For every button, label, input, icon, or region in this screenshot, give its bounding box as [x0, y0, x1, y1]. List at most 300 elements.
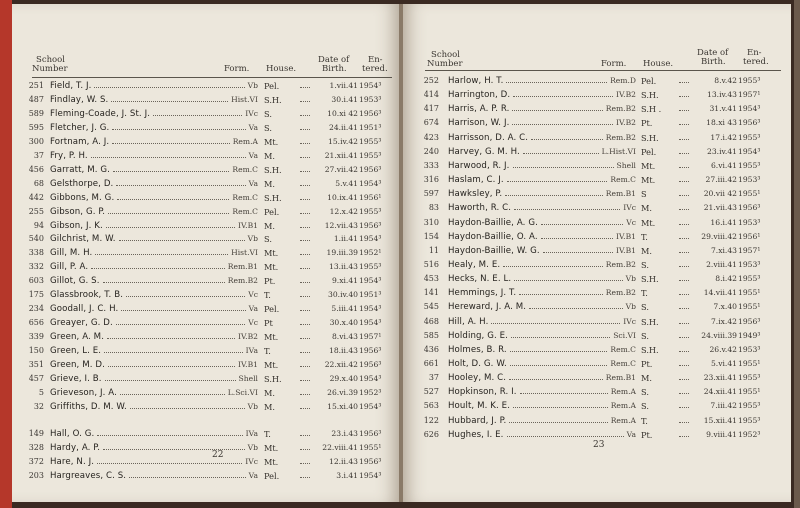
roll-entry-row	[403, 202, 791, 214]
roll-entry-row	[12, 178, 399, 190]
house-value: S.H.	[264, 373, 282, 384]
year-entered: 1956³	[738, 203, 761, 213]
year-entered: 1954³	[359, 470, 382, 480]
house-value: Pt.	[641, 118, 653, 129]
house-value: S.H.	[641, 132, 659, 143]
year-entered: 1951³	[359, 122, 382, 132]
pupil-name: Gibbons, M. G.	[50, 192, 115, 203]
form-value: Vc	[248, 290, 258, 300]
date-of-birth: 24.ii.41	[328, 122, 358, 132]
school-number: 141	[423, 288, 439, 298]
date-of-birth: 13.iv.43	[707, 90, 737, 100]
form-value: IVa	[245, 346, 258, 356]
roll-entry-row	[12, 359, 399, 371]
pupil-name: Hughes, I. E.	[448, 429, 504, 440]
form-value: Vb	[247, 234, 258, 244]
date-of-birth: 5.v.41	[335, 178, 358, 188]
house-value: S.	[641, 401, 649, 412]
pupil-name: Haydon-Baillie, A. G.	[448, 217, 538, 228]
date-of-birth: 13.ii.43	[328, 262, 358, 272]
house-value: Mt.	[641, 175, 656, 186]
year-entered: 1954³	[359, 304, 382, 314]
form-value: Va	[248, 178, 258, 188]
roll-entry-row	[12, 303, 399, 315]
form-value: IV.B1	[238, 220, 258, 230]
school-number: 149	[28, 428, 44, 438]
house-value: S.H.	[641, 344, 659, 355]
school-number: 251	[28, 81, 44, 90]
date-of-birth: 15.xii.41	[703, 415, 737, 425]
pupil-name: Fleming-Coade, J. St. J.	[50, 108, 151, 119]
year-entered: 1957¹	[738, 90, 761, 100]
form-value: Rem.B2	[605, 259, 636, 269]
form-value: Rem.B1	[605, 189, 636, 199]
pupil-name: Haydon-Baillie, O. A.	[448, 231, 538, 242]
date-of-birth: 24.viii.39	[701, 330, 737, 340]
header-date-of-birth-1: Date of	[697, 48, 729, 58]
pupil-name: Gibson, J. K.	[50, 220, 103, 231]
form-value: Vb	[625, 302, 636, 312]
house-value: M.	[264, 220, 275, 231]
date-of-birth: 23.iv.41	[707, 146, 737, 156]
house-value: T.	[641, 288, 648, 299]
date-of-birth: 12.ii.43	[328, 456, 358, 466]
pupil-name: Findlay, W. S.	[50, 94, 109, 105]
form-value: IV.B1	[616, 231, 636, 241]
header-school-number-2: Number	[427, 59, 463, 69]
form-value: Rem.A	[610, 387, 636, 397]
house-value: S.H.	[641, 274, 659, 285]
roll-entry-row	[403, 344, 791, 356]
red-book-spine	[0, 0, 12, 508]
form-value: Rem.C	[610, 359, 636, 368]
date-of-birth: 2.viii.41	[706, 259, 737, 269]
school-number: 175	[28, 290, 44, 300]
house-value: Mt.	[264, 442, 279, 453]
roll-entry-row	[403, 287, 791, 299]
book-edge	[794, 0, 800, 508]
roll-entry-row	[403, 316, 791, 328]
form-value: Rem.C	[232, 206, 258, 216]
roll-entry-row	[403, 103, 791, 115]
roll-entry-row	[403, 259, 791, 271]
date-of-birth: 9.xi.41	[331, 276, 358, 286]
pupil-name: Haworth, R. C.	[448, 203, 512, 214]
date-of-birth: 1.ii.41	[333, 234, 358, 244]
school-number: 11	[428, 245, 439, 255]
form-value: Sci.VI	[613, 330, 636, 340]
pupil-name: Holding, G. E.	[448, 330, 508, 341]
pupil-name: Hoult, M. K. E.	[448, 401, 511, 412]
date-of-birth: 27.iii.42	[705, 175, 737, 185]
pupil-name: Holt, D. G. W.	[448, 359, 507, 369]
house-value: Mt.	[264, 248, 279, 259]
house-value: M.	[264, 150, 275, 161]
date-of-birth: 5.vi.41	[710, 359, 737, 368]
house-value: M.	[641, 373, 652, 384]
pupil-name: Harvey, G. M. H.	[448, 146, 520, 157]
pupil-name: Green, L. E.	[50, 346, 102, 357]
school-number: 423	[423, 132, 439, 142]
year-entered: 1955¹	[738, 359, 761, 368]
year-entered: 1953³	[738, 217, 761, 227]
date-of-birth: 17.i.42	[710, 132, 737, 142]
pupil-name: Greayer, G. D.	[50, 318, 113, 329]
date-of-birth: 30.i.41	[331, 94, 358, 104]
form-value: IVc	[623, 203, 636, 213]
year-entered: 1955³	[359, 136, 382, 146]
year-entered: 1955¹	[738, 288, 761, 298]
house-value: T.	[264, 290, 271, 301]
house-value: S.	[264, 234, 272, 245]
roll-entry-row	[12, 275, 399, 287]
date-of-birth: 7.x.40	[713, 302, 737, 312]
year-entered: 1955³	[738, 373, 761, 383]
pupil-name: Healy, M. E.	[448, 259, 501, 270]
year-entered: 1956³	[359, 428, 382, 438]
year-entered: 1955³	[738, 274, 761, 284]
school-number: 626	[423, 429, 439, 439]
date-of-birth: 18.xi 43	[706, 118, 737, 128]
form-value: IVc	[245, 108, 258, 118]
date-of-birth: 10.xi 42	[327, 108, 358, 118]
year-entered: 1953³	[738, 175, 761, 185]
header-school-number-1: School	[431, 50, 461, 60]
form-value: IVc	[245, 456, 258, 466]
date-of-birth: 19.iii.39	[326, 248, 358, 258]
form-value: Rem.C	[610, 344, 636, 354]
date-of-birth: 8.v.42	[714, 76, 737, 85]
house-value: S.	[641, 259, 649, 270]
house-value: M.	[641, 245, 652, 256]
school-number: 527	[423, 387, 439, 397]
header-house: House.	[266, 64, 297, 74]
year-entered: 1956³	[359, 346, 382, 356]
roll-entry-row	[12, 331, 399, 343]
header-rule	[32, 77, 392, 78]
year-entered: 1956³	[738, 118, 761, 128]
form-value: L.Sci.VI	[227, 387, 258, 397]
date-of-birth: 26.v.42	[709, 344, 737, 354]
right-page	[403, 4, 791, 502]
school-number: 661	[423, 359, 439, 368]
header-date-of-birth-2: Birth.	[701, 57, 726, 67]
page-number: 23	[593, 440, 605, 450]
school-number: 203	[28, 470, 44, 480]
house-value: Pel.	[264, 470, 280, 481]
house-value: Mt.	[264, 360, 279, 370]
house-value: Pel.	[641, 76, 657, 86]
school-number: 32	[33, 401, 44, 411]
date-of-birth: 10.ix.41	[327, 192, 358, 202]
year-entered: 1949³	[738, 330, 761, 340]
house-value: S.H.	[641, 316, 659, 327]
year-entered: 1954³	[359, 234, 382, 244]
house-value: Mt.	[264, 136, 279, 147]
form-value: Va	[248, 122, 258, 132]
roll-entry-row	[12, 345, 399, 357]
header-school-number-1: School	[36, 55, 66, 65]
date-of-birth: 29.viii.42	[701, 231, 737, 241]
year-entered: 1955³	[738, 76, 761, 85]
roll-entry-row	[403, 400, 791, 412]
roll-entry-row	[403, 415, 791, 427]
header-rule	[425, 70, 781, 71]
pupil-name: Gillot, G. S.	[50, 276, 100, 287]
school-number: 333	[423, 160, 439, 170]
form-value: Rem.A	[610, 401, 636, 411]
pupil-name: Field, T. J.	[50, 81, 92, 91]
year-entered: 1955³	[738, 132, 761, 142]
house-value: S	[641, 189, 647, 200]
roll-entry-row	[12, 373, 399, 385]
header-school-number-2: Number	[32, 64, 68, 74]
school-number: 68	[33, 178, 44, 188]
house-value: S.H.	[264, 192, 282, 203]
header-date-of-birth-2: Birth.	[322, 64, 347, 74]
pupil-name: Harrisson, D. A. C.	[448, 132, 529, 143]
pupil-name: Green, A. M.	[50, 332, 105, 343]
house-value: Pt.	[641, 429, 653, 440]
pupil-name: Hopkinson, R. I.	[448, 387, 517, 398]
year-entered: 1955¹	[738, 302, 761, 312]
pupil-name: Harwood, R. J.	[448, 160, 510, 171]
form-value: Rem.C	[232, 164, 258, 174]
roll-entry-row	[403, 188, 791, 200]
school-number: 351	[28, 360, 44, 369]
roll-entry-row	[403, 217, 791, 229]
house-value: Pel.	[264, 304, 280, 315]
year-entered: 1952³	[738, 429, 761, 439]
year-entered: 1953³	[738, 344, 761, 354]
school-number: 339	[28, 332, 44, 342]
header-entered-2: tered.	[743, 57, 769, 67]
year-entered: 1955³	[738, 415, 761, 425]
form-value: Hist.VI	[231, 94, 258, 104]
date-of-birth: 21.xii.41	[324, 150, 358, 160]
left-page	[12, 4, 399, 502]
date-of-birth: 12.x.42	[329, 206, 358, 216]
pupil-name: Hereward, J. A. M.	[448, 302, 527, 313]
form-value: Rem.B2	[605, 132, 636, 142]
form-value: Va	[248, 150, 258, 160]
school-number: 5	[38, 387, 44, 397]
roll-entry-row	[403, 273, 791, 285]
date-of-birth: 24.xii.41	[703, 387, 737, 397]
pupil-name: Gelsthorpe, D.	[50, 178, 114, 189]
school-number: 255	[28, 206, 44, 216]
date-of-birth: 23.xii.41	[703, 373, 737, 383]
house-value: S.	[641, 302, 649, 313]
year-entered: 1954³	[359, 401, 382, 411]
form-value: Rem.A	[610, 415, 636, 425]
pupil-name: Fletcher, J. G.	[50, 122, 110, 133]
date-of-birth: 18.ii.43	[328, 346, 358, 356]
school-number: 545	[423, 302, 439, 312]
roll-entry-row	[403, 429, 791, 441]
school-number: 122	[423, 415, 439, 425]
pupil-name: Gill, M. H.	[50, 248, 93, 259]
house-value: S.	[641, 387, 649, 398]
year-entered: 1956³	[359, 360, 382, 369]
roll-entry-row	[12, 108, 399, 120]
roll-entry-row	[12, 136, 399, 148]
form-value: Vb	[247, 442, 258, 452]
school-number: 240	[423, 146, 439, 156]
form-value: Rem.B2	[605, 288, 636, 298]
pupil-name: Gibson, G. P.	[50, 206, 106, 217]
pupil-name: Gill, P. A.	[50, 262, 89, 273]
house-value: T.	[641, 231, 648, 242]
house-value: Mt.	[264, 332, 279, 343]
pupil-name: Hubbard, J. P.	[448, 415, 507, 426]
house-value: Pel.	[641, 146, 657, 157]
roll-entry-row	[403, 358, 791, 370]
pupil-name: Harlow, H. T.	[448, 76, 504, 86]
year-entered: 1956¹	[359, 192, 382, 202]
date-of-birth: 9.viii.41	[706, 429, 737, 439]
form-value: L.Hist.VI	[601, 146, 636, 156]
date-of-birth: 21.vii.43	[703, 203, 737, 213]
school-number: 154	[423, 231, 439, 241]
pupil-name: Hemmings, J. T.	[448, 288, 517, 299]
date-of-birth: 27.vii.42	[324, 164, 358, 174]
house-value: M.	[641, 203, 652, 214]
roll-entry-row	[12, 122, 399, 134]
form-value: Rem.C	[610, 175, 636, 185]
house-value: M.	[264, 387, 275, 398]
pupil-name: Hawksley, P.	[448, 189, 503, 200]
house-value: S.H.	[641, 90, 659, 101]
year-entered: 1955³	[738, 401, 761, 411]
pupil-name: Hecks, N. E. L.	[448, 274, 512, 285]
pupil-name: Haydon-Baillie, W. G.	[448, 245, 540, 256]
roll-entry-row	[403, 330, 791, 342]
roll-entry-row	[12, 387, 399, 399]
school-number: 468	[423, 316, 439, 326]
date-of-birth: 15.xi.40	[327, 401, 358, 411]
pupil-name: Harrison, W. J.	[448, 118, 510, 129]
year-entered: 1954³	[738, 104, 761, 114]
pupil-name: Grieveson, J. A.	[50, 387, 117, 398]
year-entered: 1954³	[738, 146, 761, 156]
form-value: Hist.VI	[231, 248, 258, 258]
year-entered: 1955³	[359, 150, 382, 160]
pupil-name: Gilchrist, M. W.	[50, 234, 116, 245]
roll-entry-row	[403, 174, 791, 186]
roll-entry-row	[12, 164, 399, 176]
school-number: 487	[28, 94, 44, 104]
date-of-birth: 31.v.41	[709, 104, 737, 114]
form-value: Vb	[247, 81, 258, 90]
school-number: 540	[28, 234, 44, 244]
form-value: IV.B1	[616, 245, 636, 255]
school-number: 456	[28, 164, 44, 174]
house-value: S.	[264, 122, 272, 133]
pupil-name: Haslam, C. J.	[448, 175, 504, 186]
form-value: IV.B2	[616, 90, 636, 100]
date-of-birth: 23.i.43	[331, 428, 358, 438]
header-entered-2: tered.	[362, 64, 388, 74]
house-value: M.	[264, 401, 275, 412]
roll-entry-row	[403, 132, 791, 144]
roll-entry-row	[403, 117, 791, 129]
school-number: 436	[423, 344, 439, 354]
pupil-name: Grieve, I. B.	[50, 373, 102, 384]
roll-entry-row	[403, 231, 791, 243]
year-entered: 1956³	[738, 316, 761, 326]
school-number: 37	[428, 373, 439, 383]
form-value: IV.B1	[238, 360, 258, 369]
house-value: Pt.	[264, 276, 276, 287]
school-number: 300	[28, 136, 44, 146]
date-of-birth: 30.iv.40	[328, 290, 358, 300]
form-value: IV.B2	[238, 332, 258, 342]
date-of-birth: 22.viii.41	[322, 442, 358, 452]
house-value: Mt.	[264, 456, 279, 467]
school-number: 417	[423, 104, 439, 114]
year-entered: 1954³	[359, 318, 382, 328]
year-entered: 1954³	[359, 373, 382, 383]
school-number: 516	[423, 259, 439, 269]
form-value: Shell	[238, 373, 258, 383]
form-value: Va	[248, 470, 258, 480]
house-value: Pt.	[641, 359, 653, 369]
pupil-name: Hardy, A. P.	[50, 442, 101, 453]
roll-entry-row	[403, 301, 791, 313]
roll-entry-row	[12, 428, 399, 440]
roll-entry-row	[403, 245, 791, 257]
roll-entry-row	[12, 456, 399, 468]
year-entered: 1955³	[359, 206, 382, 216]
school-number: 457	[28, 373, 44, 383]
roll-entry-row	[403, 372, 791, 384]
school-number: 589	[28, 108, 44, 118]
form-value: Vb	[247, 401, 258, 411]
header-entered-1: En-	[368, 55, 383, 65]
pupil-name: Fry, P. H.	[50, 150, 88, 161]
date-of-birth: 15.iv.42	[328, 136, 358, 146]
date-of-birth: 7.ix.42	[710, 316, 737, 326]
date-of-birth: 6.vi.41	[710, 160, 737, 170]
form-value: Rem.B2	[227, 276, 258, 286]
school-number: 453	[423, 274, 439, 284]
house-value: Mt.	[641, 217, 656, 228]
year-entered: 1956³	[359, 164, 382, 174]
date-of-birth: 12.vii.43	[324, 220, 358, 230]
pupil-name: Holmes, B. R.	[448, 344, 507, 355]
pupil-name: Hall, O. G.	[50, 428, 95, 439]
pupil-name: Garratt, M. G.	[50, 164, 110, 175]
roll-entry-row	[12, 247, 399, 259]
date-of-birth: 7.xi.43	[710, 245, 737, 255]
roll-entry-row	[12, 442, 399, 454]
house-value: S.	[641, 330, 649, 341]
school-number: 83	[428, 203, 439, 213]
roll-entry-row	[403, 146, 791, 158]
form-value: Rem.D	[610, 76, 636, 85]
roll-entry-row	[12, 80, 399, 92]
pupil-name: Hooley, M. C.	[448, 373, 507, 384]
year-entered: 1955¹	[738, 387, 761, 397]
school-number: 563	[423, 401, 439, 411]
form-value: Rem.B1	[227, 262, 258, 272]
pupil-name: Harris, A. P. R.	[448, 104, 510, 115]
pupil-name: Harrington, D.	[448, 90, 511, 101]
school-number: 414	[423, 90, 439, 100]
date-of-birth: 5.iii.41	[331, 304, 358, 314]
date-of-birth: 7.iii.42	[710, 401, 737, 411]
